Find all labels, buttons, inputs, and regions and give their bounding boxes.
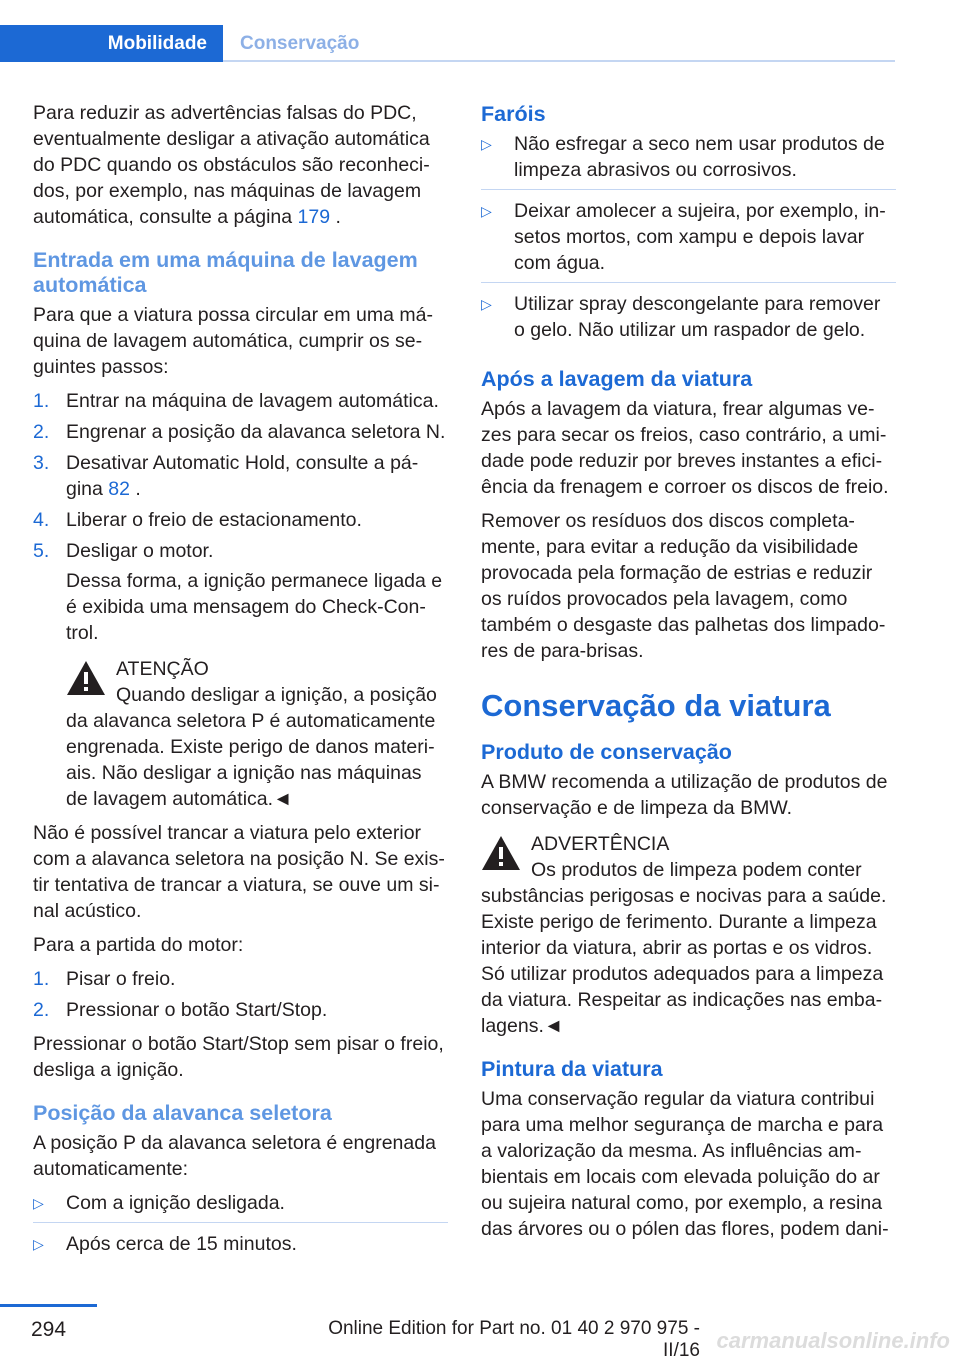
warning-heading: ADVERTÊNCIA — [531, 833, 670, 855]
warning-notice — [481, 831, 896, 1039]
start-intro: Para a partida do motor: — [33, 934, 244, 956]
car-wash-steps — [33, 388, 448, 646]
heading-car-wash-entry: Entrada em uma máquina de lavagem automática — [33, 248, 418, 297]
list-item: ▷ Deixar amolecer a sujeira, por exemplo, insetos mortos, com xampu e depois lavar com água. — [481, 198, 896, 283]
warning-text: Os produtos de limpeza podem conter substâncias perigosas e nocivas para a saúde. Existe perigo de ferimento. Durante a limpeza interior da viatura, abrir as portas e os vidros. Só utilizar produtos adequados para a limpeza da viatura. Respeitar as indicações nas embalagens.◄ — [481, 859, 887, 1037]
list-item: 2. Pressionar o botão Start/Stop. — [33, 999, 328, 1021]
heading-headlights: Faróis — [481, 102, 546, 126]
triangle-right-icon: ▷ — [33, 1236, 44, 1252]
list-item: 2. Engrenar a posição da alavanca seletora N. — [33, 421, 446, 443]
heading-selector-position: Posição da alavanca seletora — [33, 1101, 332, 1125]
triangle-right-icon: ▷ — [481, 203, 492, 219]
paint-paragraph: Uma conservação regular da viatura contribui para uma melhor segurança de marcha e para a valorização da mesma. As influências ambientais em locais com elevada poluição do ar ou sujeira natural como, por exemplo, a resina das árvores ou o pólen das flores, podem dani- — [481, 1088, 889, 1240]
list-item: 4. Liberar o freio de estacionamento. — [33, 509, 362, 531]
watermark-logo: carmanualsonline.info — [716, 1328, 950, 1353]
right-column — [481, 100, 896, 1250]
attention-heading: ATENÇÃO — [116, 658, 209, 680]
pdc-paragraph: Para reduzir as advertências falsas do PDC, eventualmente desligar a ativação automática do PDC quando os obstáculos são reconhecidos, por exemplo, nas máquinas de lavagem automática, consulte a página 179 . — [33, 102, 430, 228]
heading-care-product: Produto de conservação — [481, 740, 732, 764]
list-item: ▷ Com a ignição desligada. — [33, 1190, 448, 1223]
left-column — [33, 100, 448, 1271]
tab-mobilidade[interactable]: Mobilidade — [0, 25, 223, 62]
triangle-right-icon: ▷ — [481, 296, 492, 312]
heading-paint: Pintura da viatura — [481, 1057, 663, 1081]
start-steps — [33, 966, 448, 1023]
edition-footer: Online Edition for Part no. 01 40 2 970 975 - II/16 — [328, 1318, 700, 1361]
list-item: 5. Desligar o motor. Dessa forma, a ignição permanece ligada e é exibida uma mensagem do Check-Control. — [33, 538, 448, 646]
list-item: 1. Pisar o freio. — [33, 968, 176, 990]
warning-triangle-icon — [66, 660, 106, 696]
tab-divider — [223, 60, 895, 62]
selector-list — [33, 1190, 448, 1263]
after-wash-paragraph-1: Após a lavagem da viatura, frear algumas vezes para secar os freios, caso contrário, a umidade pode reduzir por breves instantes a eficiência da frenagem e corroer os discos de freio. — [481, 398, 889, 498]
headlights-list — [481, 131, 896, 349]
attention-notice — [66, 656, 448, 812]
triangle-right-icon: ▷ — [33, 1195, 44, 1211]
page-link-82[interactable]: 82 — [108, 478, 130, 500]
heading-after-wash: Após a lavagem da viatura — [481, 367, 753, 391]
list-item: 1. Entrar na máquina de lavagem automática. — [33, 390, 439, 412]
after-wash-paragraph-2: Remover os resíduos dos discos completamente, para evitar a redução da visibilidade provocada pela formação de estrias e reduzir os ruídos provocados pela lavagem, como também o desgaste das palhetas dos limpadores de para-brisas. — [481, 510, 886, 662]
step-5-continuation: Dessa forma, a ignição permanece ligada e é exibida uma mensagem do Check-Control. — [66, 570, 443, 644]
list-item: ▷ Após cerca de 15 minutos. — [33, 1233, 297, 1255]
section-tabs — [0, 25, 895, 62]
list-item: ▷ Utilizar spray descongelante para remover o gelo. Não utilizar um raspador de gelo. — [481, 293, 881, 341]
care-product-paragraph: A BMW recomenda a utilização de produtos de conservação e de limpeza da BMW. — [481, 771, 888, 819]
selector-paragraph: A posição P da alavanca seletora é engrenada automaticamente: — [33, 1132, 436, 1180]
car-wash-intro: Para que a viatura possa circular em uma máquina de lavagem automática, cumprir os seguintes passos: — [33, 304, 433, 378]
tab-conservacao[interactable]: Conservação — [240, 33, 360, 54]
heading-vehicle-care: Conservação da viatura — [481, 688, 831, 723]
triangle-right-icon: ▷ — [481, 136, 492, 152]
list-item: 3. Desativar Automatic Hold, consulte a página 82 . — [33, 452, 419, 500]
page-number-bar — [0, 1304, 97, 1307]
list-item: ▷ Não esfregar a seco nem usar produtos de limpeza abrasivos ou corrosivos. — [481, 131, 896, 190]
page-link-179[interactable]: 179 — [297, 206, 331, 228]
warning-triangle-icon — [481, 835, 521, 871]
no-brake-paragraph: Pressionar o botão Start/Stop sem pisar o freio, desliga a ignição. — [33, 1033, 444, 1081]
lock-paragraph: Não é possível trancar a viatura pelo exterior com a alavanca seletora na posição N. Se existir tentativa de trancar a viatura, se ouve um sinal acústico. — [33, 822, 445, 922]
attention-text: Quando desligar a ignição, a posição da alavanca seletora P é automaticamente engrenada. Existe perigo de danos materiais. Não desligar a ignição nas máquinas de lavagem automática.◄ — [66, 684, 437, 810]
page-number: 294 — [31, 1318, 67, 1341]
